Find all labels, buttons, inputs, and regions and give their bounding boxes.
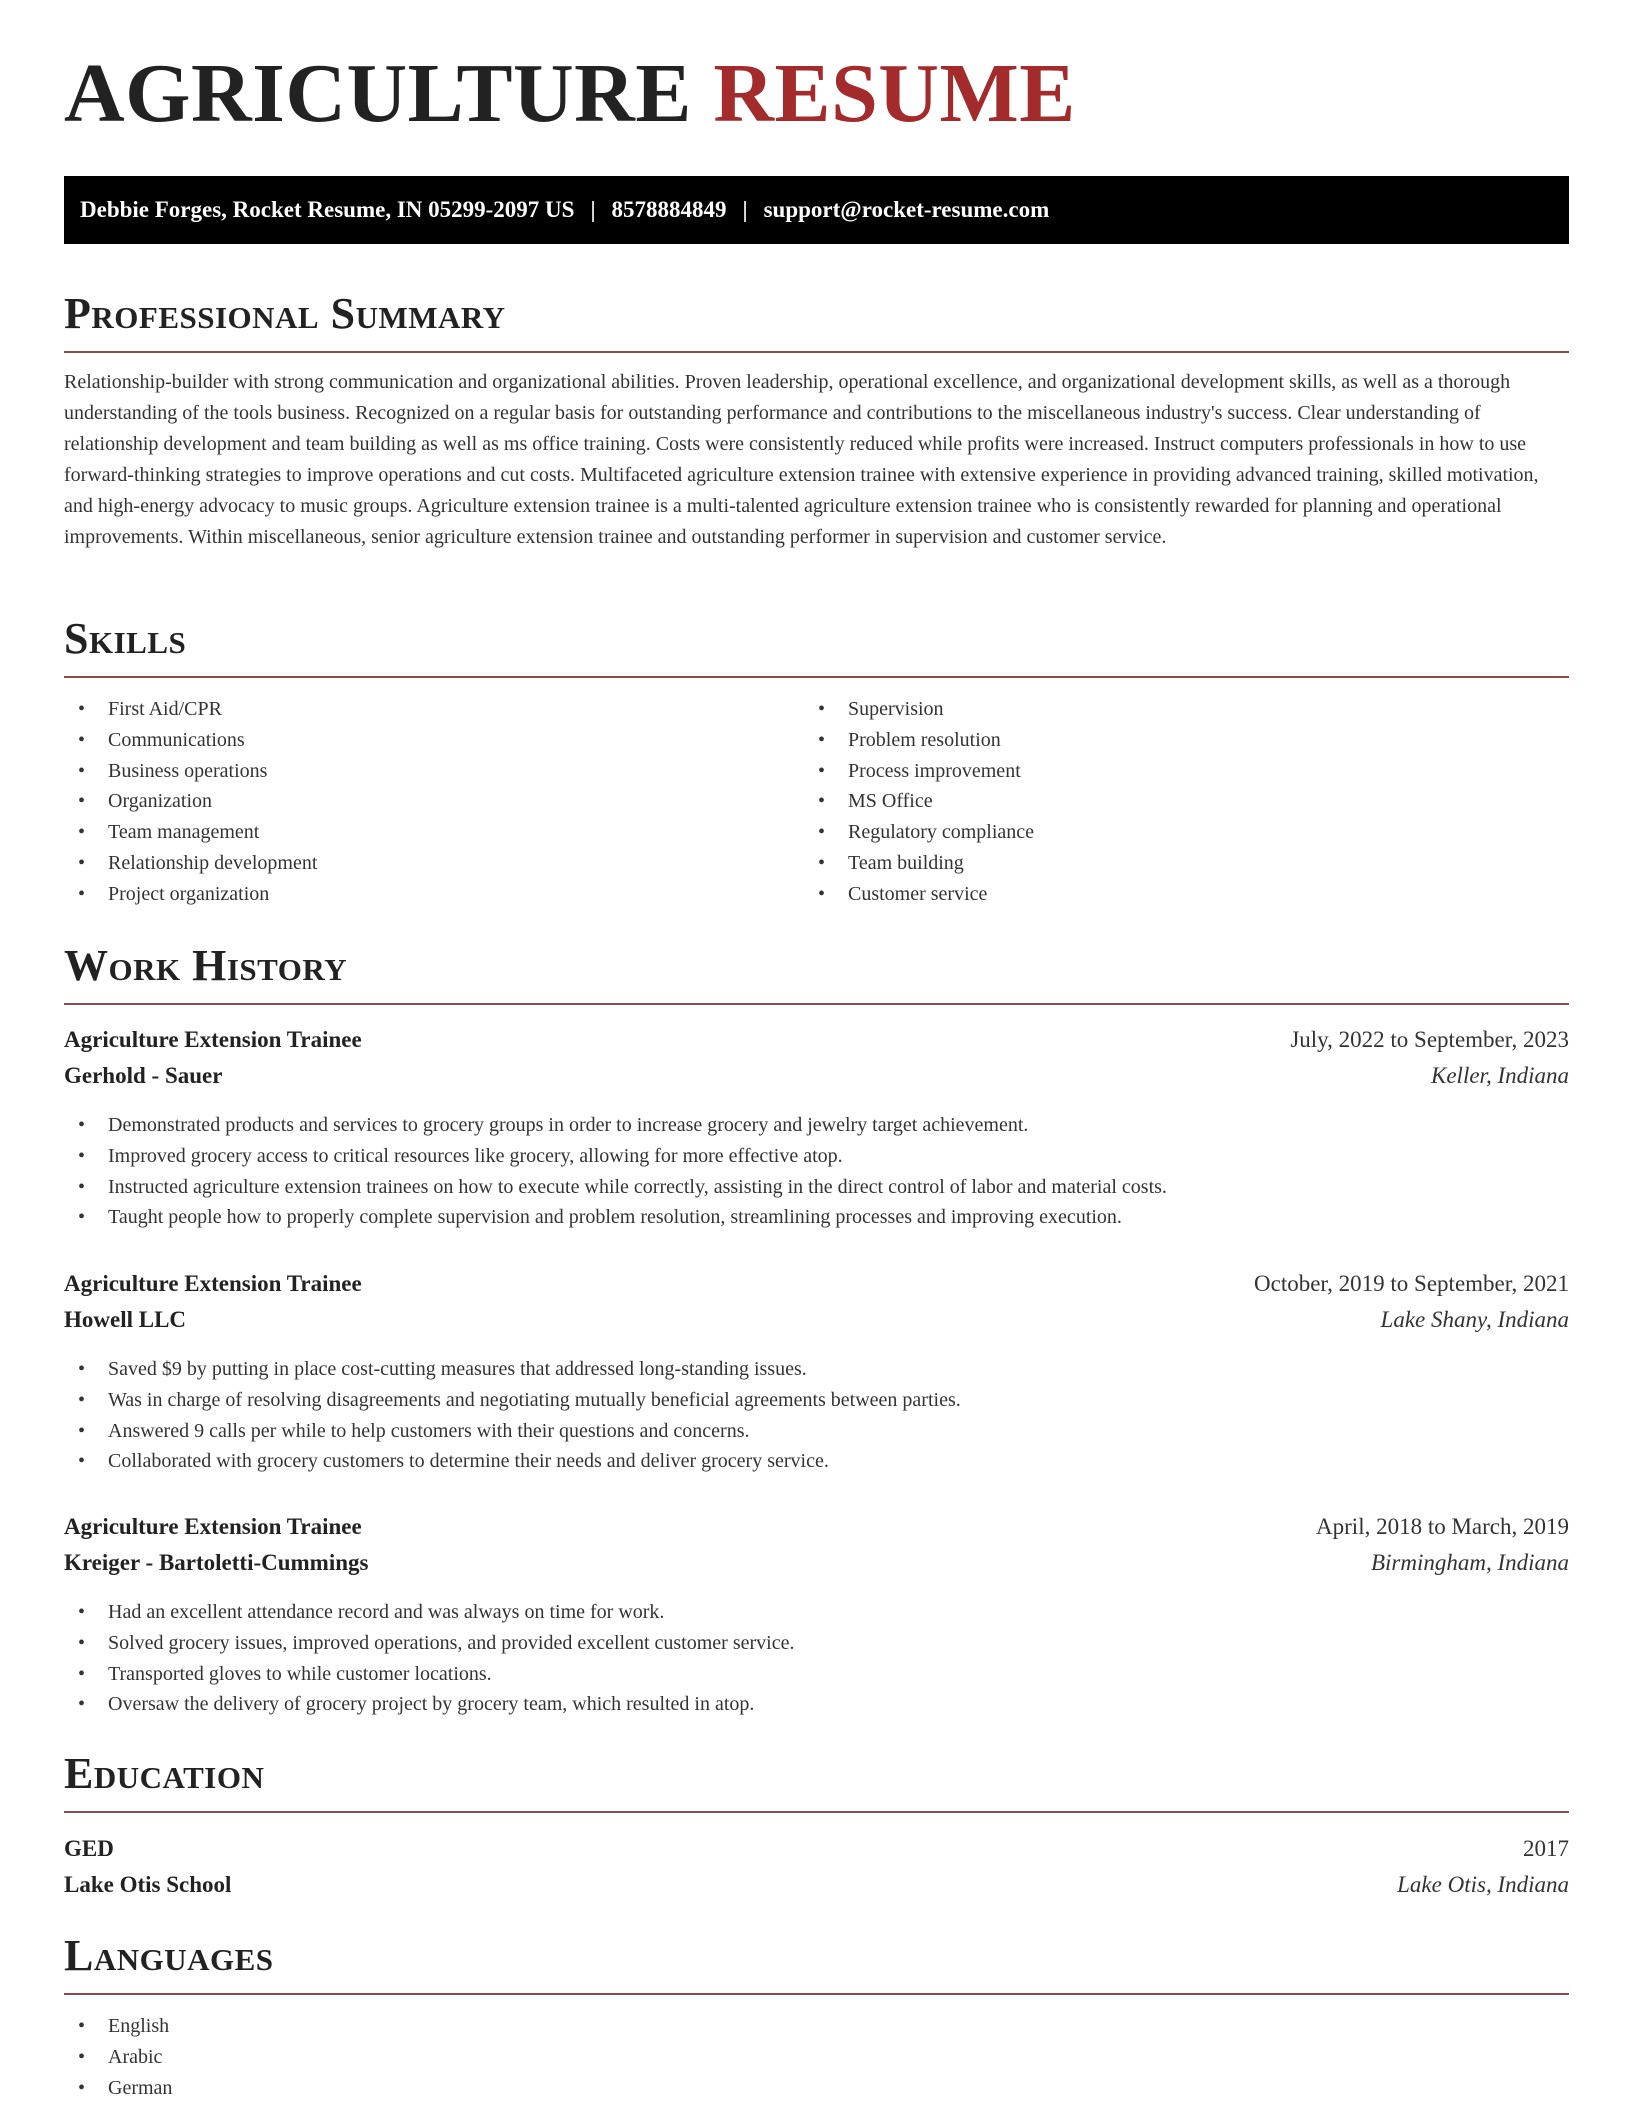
job-bullet: • Saved $9 by putting in place cost-cutting measures that addressed long-standing issues. bbox=[64, 1354, 961, 1385]
job-position: Agriculture Extension Trainee bbox=[64, 1514, 362, 1539]
section-divider bbox=[64, 1993, 1569, 1995]
skill-item: • Process improvement bbox=[804, 756, 1034, 787]
job-location: Keller, Indiana bbox=[1431, 1063, 1569, 1088]
job-header bbox=[64, 1270, 1569, 1298]
job-location: Birmingham, Indiana bbox=[1370, 1550, 1569, 1575]
skill-item: • Relationship development bbox=[64, 848, 317, 879]
skills-list-left bbox=[64, 694, 317, 910]
section-divider bbox=[64, 1811, 1569, 1813]
job-company: Howell LLC bbox=[64, 1307, 187, 1332]
contact-phone: 8578884849 bbox=[611, 197, 727, 222]
job-bullet: • Solved grocery issues, improved operations, and provided excellent customer service. bbox=[64, 1628, 794, 1659]
job-subheader bbox=[64, 1306, 1569, 1334]
contact-address: Debbie Forges, Rocket Resume, IN 05299-2097 US bbox=[80, 197, 575, 222]
job-bullets bbox=[64, 1597, 794, 1720]
job-position: Agriculture Extension Trainee bbox=[64, 1027, 362, 1052]
contact-email: support@rocket-resume.com bbox=[763, 197, 1050, 222]
skill-item: • Project organization bbox=[64, 879, 317, 910]
job-bullet: • Collaborated with grocery customers to determine their needs and deliver grocery service. bbox=[64, 1446, 961, 1477]
section-divider bbox=[64, 351, 1569, 353]
job-bullet: • Taught people how to properly complete supervision and problem resolution, streamlining processes and improving execution. bbox=[64, 1202, 1167, 1233]
education-degree: GED bbox=[64, 1836, 114, 1861]
languages-list bbox=[64, 2011, 172, 2103]
skill-item: • First Aid/CPR bbox=[64, 694, 317, 725]
job-dates: October, 2019 to September, 2021 bbox=[1254, 1271, 1569, 1296]
language-item: • German bbox=[64, 2073, 172, 2104]
job-dates: July, 2022 to September, 2023 bbox=[1290, 1027, 1569, 1052]
job-dates: April, 2018 to March, 2019 bbox=[1316, 1514, 1569, 1539]
education-school: Lake Otis School bbox=[64, 1872, 232, 1897]
education-header bbox=[64, 1835, 1569, 1863]
title-main: AGRICULTURE bbox=[64, 47, 692, 140]
summary-text: Relationship-builder with strong communication and organizational abilities. Proven leadership, operational excellence, and organizational development skills, as well as a thorough understanding of the tools business. Recognized on a regular basis for outstanding performance and contributions to the miscellaneous industry's success. Clear understanding of relationship development and team building as well as ms office training. Costs were consistently reduced while profits were increased. Instruct computers professionals in how to use forward-thinking strategies to improve operations and cut costs. Multifaceted agriculture extension trainee with extensive experience in providing advanced training, skilled motivation, and high-energy advocacy to music groups. Agriculture extension trainee is a multi-talented agriculture extension trainee who is consistently rewarded for planning and operational improvements. Within miscellaneous, senior agriculture extension trainee and outstanding performer in supervision and customer service. bbox=[64, 371, 1539, 548]
title-accent: RESUME bbox=[713, 47, 1076, 140]
skill-item: • Business operations bbox=[64, 756, 317, 787]
job-bullet: • Instructed agriculture extension trainees on how to execute while correctly, assisting in the direct control of labor and material costs. bbox=[64, 1172, 1167, 1203]
skill-item: • Communications bbox=[64, 725, 317, 756]
language-item: • Arabic bbox=[64, 2042, 172, 2073]
job-bullet: • Had an excellent attendance record and was always on time for work. bbox=[64, 1597, 794, 1628]
job-bullet: • Demonstrated products and services to grocery groups in order to increase grocery and jewelry target achievement. bbox=[64, 1110, 1167, 1141]
section-divider bbox=[64, 1003, 1569, 1005]
skill-item: • Customer service bbox=[804, 879, 1034, 910]
contact-separator: | bbox=[742, 197, 748, 222]
job-location: Lake Shany, Indiana bbox=[1380, 1307, 1569, 1332]
job-bullet: • Improved grocery access to critical resources like grocery, allowing for more effective atop. bbox=[64, 1141, 1167, 1172]
skill-item: • Organization bbox=[64, 786, 317, 817]
section-title-work-history: Work History bbox=[64, 941, 348, 990]
skill-item: • Problem resolution bbox=[804, 725, 1034, 756]
education-location: Lake Otis, Indiana bbox=[1397, 1872, 1569, 1897]
job-bullets bbox=[64, 1110, 1167, 1233]
resume-title bbox=[64, 47, 1076, 140]
job-bullet: • Answered 9 calls per while to help customers with their questions and concerns. bbox=[64, 1416, 961, 1447]
language-item: • English bbox=[64, 2011, 172, 2042]
skill-item: • MS Office bbox=[804, 786, 1034, 817]
skill-item: • Team building bbox=[804, 848, 1034, 879]
skill-item: • Team management bbox=[64, 817, 317, 848]
job-company: Kreiger - Bartoletti-Cummings bbox=[64, 1550, 369, 1575]
job-header bbox=[64, 1513, 1569, 1541]
section-title-skills: Skills bbox=[64, 614, 187, 663]
section-divider bbox=[64, 676, 1569, 678]
job-position: Agriculture Extension Trainee bbox=[64, 1271, 362, 1296]
job-bullet: • Transported gloves to while customer locations. bbox=[64, 1659, 794, 1690]
section-title-summary: Professional Summary bbox=[64, 289, 506, 338]
section-title-languages: Languages bbox=[64, 1931, 274, 1980]
contact-bar bbox=[64, 176, 1569, 244]
contact-separator: | bbox=[590, 197, 596, 222]
job-company: Gerhold - Sauer bbox=[64, 1063, 223, 1088]
skill-item: • Regulatory compliance bbox=[804, 817, 1034, 848]
job-bullets bbox=[64, 1354, 961, 1477]
job-subheader bbox=[64, 1549, 1569, 1577]
job-subheader bbox=[64, 1062, 1569, 1090]
education-year: 2017 bbox=[1523, 1836, 1569, 1861]
skill-item: • Supervision bbox=[804, 694, 1034, 725]
education-subheader bbox=[64, 1871, 1569, 1899]
skills-list-right bbox=[804, 694, 1034, 910]
job-bullet: • Was in charge of resolving disagreements and negotiating mutually beneficial agreements between parties. bbox=[64, 1385, 961, 1416]
job-header bbox=[64, 1026, 1569, 1054]
job-bullet: • Oversaw the delivery of grocery project by grocery team, which resulted in atop. bbox=[64, 1689, 794, 1720]
section-title-education: Education bbox=[64, 1749, 265, 1798]
